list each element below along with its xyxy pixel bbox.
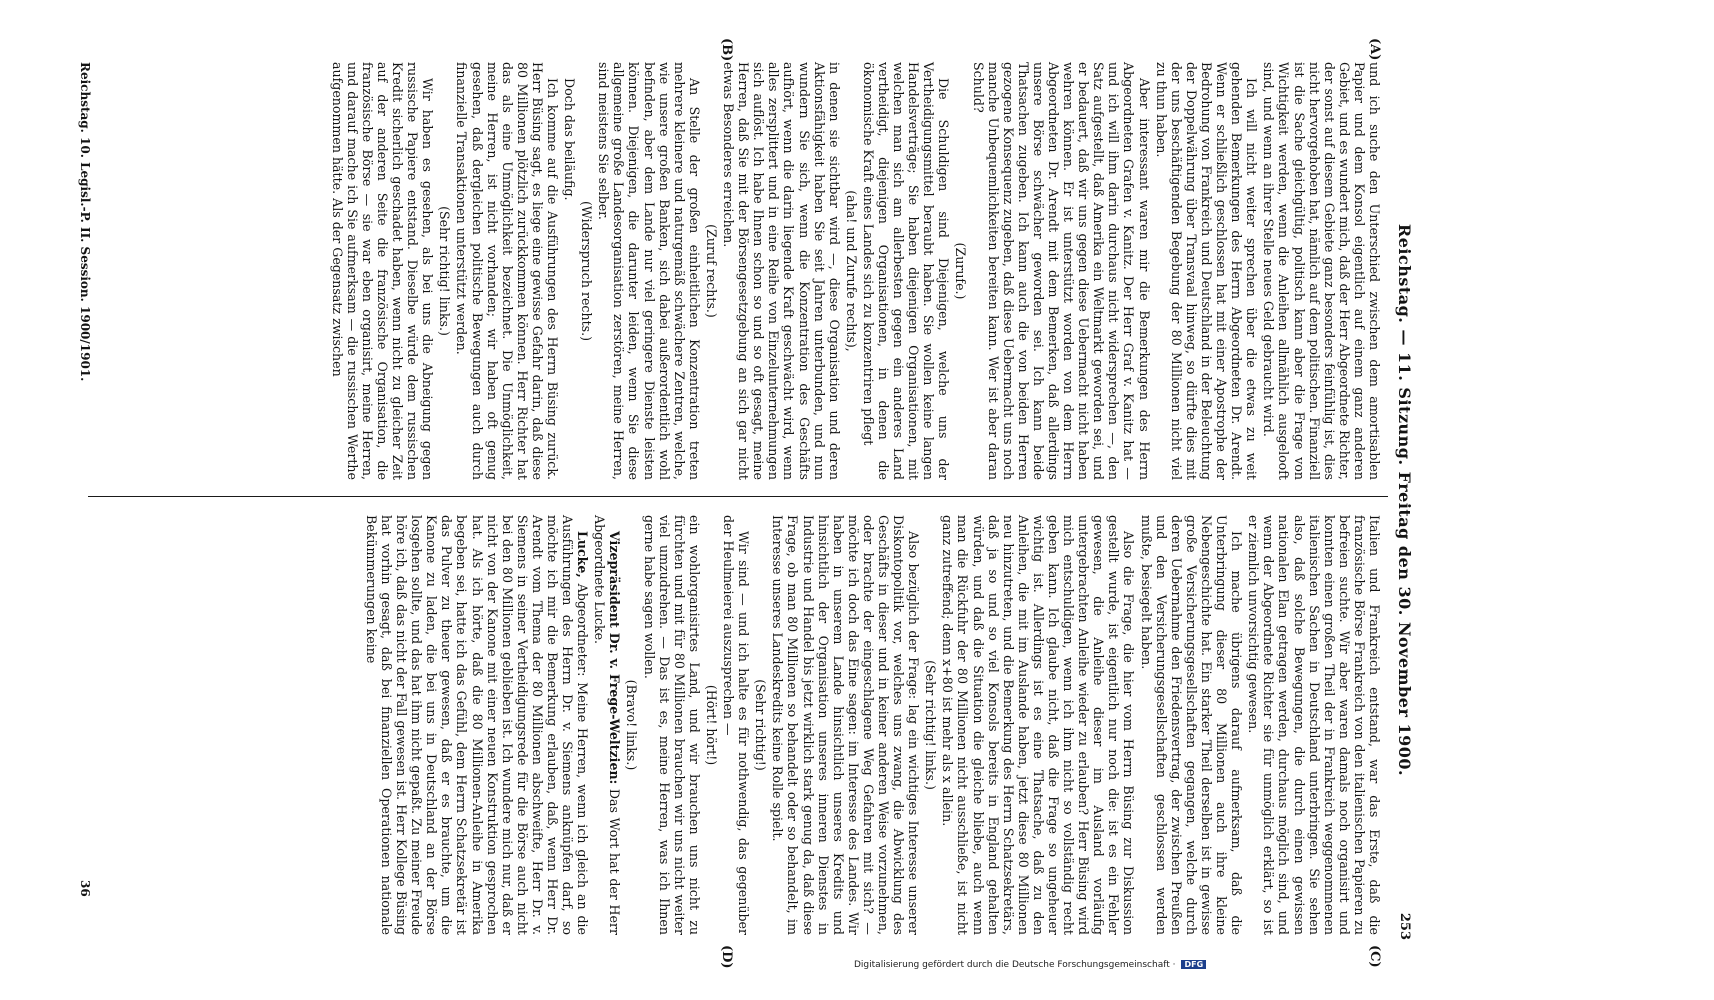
digitization-text: Digitalisierung gefördert durch die Deutsche Forschungsgemeinschaft · xyxy=(854,960,1176,970)
paragraph-text: Ich will nicht weiter sprechen über die etwas zu weit gehenden Bemerkungen des Herrn Abgeordneten Dr. Arendt. Wenn er schließlich geschlossen hat mit einer Apostrophe der Bedrohung von Frankreich und Deutschland in der Beleuchtung der Doppelwährung über Transvaal hinweg, so dürfte dies mit der uns beschäftigenden Begebung der 80 Millionen nicht viel zu thun haben. xyxy=(1153,62,1260,480)
interjection xyxy=(923,515,938,935)
paragraph-text: Ich mache übrigens darauf aufmerksam, daß die Unterbringung dieser 80 Millionen auch ihre kleine Nebengeschichte hat. Ein starker Theil derselben ist in gewisse große Versicherungsgesellschaften gegangen, welche durch deren Uebernahme den Friedensvertrag, der zwischen Preußen und den Versicherungsgesellschaften geschlossen werden mußte, besiegelt haben. xyxy=(1138,515,1245,935)
paragraph-text: (Widerspruch rechts.) xyxy=(579,200,595,342)
paragraph-text: An Stelle der großen einheitlichen Konzentration treten mehrere kleinere und naturgemäß schwächere Zentren, welche, wie unsere großen Banken, sich dabei außerordentlich wohl befinden, aber dem Lande nur viel geringere Dienste leisten können. Diejenigen, die darunter leiden, wenn Sie diese allgemeine große Landesorganisation zerstören, meine Herren, sind meistens Sie selber. xyxy=(596,62,702,480)
interjection xyxy=(753,515,768,935)
paragraph-text: und ich suche den Unterschied zwischen dem amortisablen Papier und dem Konsol eigentlich auf einem ganz anderen Gebiet, und es wundert mich, daß der Herr Abgeordnete Richter, der sonst auf diesem Gebiete ganz besonders feinfühlig ist, dies nicht hervorgehoben hat, nämlich auf dem politischen. Finanziell ist die Sache gleichgültig, politisch kann aber die Frage von Wichtigkeit werden, wenn die Anleihen allmählich ausgelooft sind, und wenn an ihrer Stelle neues Geld gebraucht wird. xyxy=(1261,62,1382,480)
paragraph-text: (Zuruf rechts.) xyxy=(703,224,719,318)
interjection xyxy=(844,62,859,480)
paragraph-text: Die Schuldigen sind Diejenigen, welche uns der Vertheidigungsmittel beraubt haben. Sie wollen keine langen Handelsverträge; Sie haben diejenigen Organisationen, mit welchen man sich am allerbesten gegen ein anderes Land vertheidigt, diejenigen Organisationen, in denen die ökonomische Kraft eines Landes sich zu konzentriren pflegt xyxy=(860,62,952,480)
paragraph xyxy=(1246,515,1382,935)
speaker-name: Lucke, xyxy=(575,531,591,578)
paragraph-text: (Sehr richtig!) xyxy=(753,679,769,771)
paragraph-text: (Bravo! links.) xyxy=(624,679,640,771)
paragraph-text: Italien und Frankreich entstand, war das Erste, daß die französische Börse Frankreich von den italienischen Papieren zu befreien suchte. Wir aber waren damals noch organisirt und konnten einen großen Theil der in Frankreich weggenommenen italienischen Sachen in Deutschland unterbringen. Sie sehen also, daß solche Bewegungen, die durch einen gewissen nationalen Elan getragen werden, durchaus möglich sind, und wenn der Abgeordnete Richter sie für unmöglich erklärt, so ist er ziemlich unvorsichtig gewesen. xyxy=(1246,515,1382,935)
interjection xyxy=(704,515,719,935)
margin-marker-a: (A) xyxy=(1367,38,1382,61)
paragraph xyxy=(1139,515,1245,935)
paragraph xyxy=(364,515,590,935)
interjection xyxy=(579,62,594,480)
running-header xyxy=(1386,60,1426,940)
paragraph-text: in denen sie sichtbar wird —, diese Organisation und deren Aktionsfähigkeit haben Sie seit Jahren unterbunden, und nun wundern Sie sich, wenn die Konzentration des Geschäfts aufhört, wenn die darin liegende Kraft geschwächt wird, wenn alles zersplittert und in eine Reihe von Einzelunternehmungen sich auflöst. Ich habe Ihnen schon so und so oft gesagt, meine Herren, daß Sie mit der Börsengesetzgebung an sich gar nicht etwas Besonderes erreichen. xyxy=(721,62,842,480)
dfg-logo: DFG xyxy=(1181,960,1206,969)
paragraph xyxy=(596,62,702,480)
paragraph-text: Abgeordneter: Meine Herren, wenn ich gleich an die Ausführungen des Herrn Dr. v. Siemens anknüpfen darf, so möchte ich mir die Bemerkung erlauben, daß, wenn Herr Dr. Arendt vom Thema der 80 Millionen abschweifte, Herr Dr. v. Siemens in seiner Vertheidigungsrede für die Börse auch nicht bei den 80 Millionen geblieben ist. Ich wundere mich nur, daß er nicht von der Kanone mit einer neuen Konstruktion gesprochen hat. Als ich hörte, daß die 80 Millionen-Anleihe in Amerika begeben sei, hatte ich das Gefühl, dem Herrn Schatzsekretär ist das Pulver zu theuer gewesen, daß er es brauchte, um die Kanone zu laden, die bei uns in Deutschland an der Börse losgehen sollte, und das hat ihm nicht gepaßt. Zu meiner Freude höre ich, daß das nicht der Fall gewesen ist. Herr Kollege Büsing hat vorhin gesagt, daß bei finanziellen Operationen nationale Bekümmerungen keine xyxy=(363,515,591,935)
paragraph-text: Wir sind — und ich halte es für nothwendig, das gegenüber der Heulmeierei auszusprechen — xyxy=(721,515,752,935)
margin-marker-c: (C) xyxy=(1367,945,1382,968)
paragraph-text: (Zurufe.) xyxy=(953,242,969,300)
paragraph-text: Ich komme auf die Ausführungen des Herrn Büsing zurück. Herr Büsing sagt, es liege eine gewisse Gefahr darin, daß diese 80 Millionen plötzlich zurückkommen können. Herr Richter hat das als eine Unmöglichkeit bezeichnet. Die Unmöglichkeit, meine Herren, ist nicht vorhanden; wir haben oft genug gesehen, daß dergleichen politische Bewegungen auch durch finanzielle Transaktionen unterstützt werden. xyxy=(454,62,561,480)
interjection xyxy=(624,515,639,935)
digitization-note xyxy=(854,960,1714,970)
paragraph xyxy=(970,62,1151,480)
paragraph-text: (Sehr richtig! links.) xyxy=(923,660,939,790)
header-title: Reichstag. — 11. Sitzung. Freitag den 30. November 1900. xyxy=(1395,223,1414,777)
paragraph-text: Wir haben es gesehen, als bei uns die Abneigung gegen russische Papiere entstand. Dieselbe würde dem russischen Kredit sicherlich geschadet haben, wenn nicht zu gleicher Zeit auf der anderen Seite die französische Organisation, die französische Börse — sie war eben organisirt, meine Herren, und darauf mache ich Sie aufmerksam — die russischen Werthe aufgenommen hätte. Als der Gegensatz zwischen xyxy=(329,62,436,480)
paragraph xyxy=(940,515,1136,935)
paragraph xyxy=(861,62,952,480)
column-divider xyxy=(88,496,1388,497)
speaker-name: Vizepräsident Dr. v. Frege-Weltzien: xyxy=(607,531,623,785)
paragraph xyxy=(721,515,751,935)
paragraph xyxy=(1154,62,1260,480)
paragraph-text: Also die Frage, die hier vom Herrn Büsing zur Diskussion gestellt wurde, ist eigentlich nur noch die: ist es ein Fehler gewesen, die Anleihe dieser im Ausland vorläufig untergebrachten Anleihe wieder zu erlauben? Herr Büsing wird mich entschuldigen, wenn ich ihm nicht so vollständig recht geben kann. Ich glaube nicht, daß die Frage so ungeheuer wichtig ist. Allerdings ist es eine Thatsache, daß zu den Anleihen, die mit im Auslande haben, jetzt diese 80 Millionen neu hinzutreten, und die Bemerkung des Herrn Schatzsekretärs, daß ja so und so viel Konsols bereits in England gehalten würden, und daß die Situation die gleiche bliebe, auch wenn man die Rückfuhr der 80 Millionen nicht ausschließe, ist nicht ganz zutreffend; denn x+80 ist mehr als x allein. xyxy=(940,515,1137,935)
paragraph xyxy=(562,62,577,480)
footer-sheet-number: 36 xyxy=(78,880,92,897)
paragraph xyxy=(642,515,702,935)
paragraph-text: Aber interessant waren mir die Bemerkungen des Herrn Abgeordneten Grafen v. Kanitz. Der Herr Graf v. Kanitz hat — und ich will ihm darin durchaus nicht widersprechen —, den Satz aufgestellt, daß Amerika ein Weltmarkt geworden sei, und er bedauert, daß wir uns gegen diese Uebermacht nicht haben wehren können. Er ist unterstützt worden von dem Herrn Abgeordneten Dr. Arendt mit dem Bemerken, daß allerdings unsere Börse schwächer geworden sei. Ich kann beide Thatsachen zugeben. Ich kann auch die von beiden Herren gezogene Konsequenz zugeben, daß diese Uebermacht uns noch manche Unbequemlichkeiten bereiten kann. Wer ist aber daran Schuld? xyxy=(970,62,1152,480)
paragraph-text: (Sehr richtig! links.) xyxy=(437,206,453,336)
paragraph xyxy=(1261,62,1382,480)
margin-marker-d: (D) xyxy=(719,945,734,969)
paragraph-text: Doch das beiläufig. xyxy=(562,78,578,201)
paragraph xyxy=(330,62,436,480)
paragraph-text: (aha! und Zurufe rechts), xyxy=(843,190,859,352)
paragraph-text: (Hört! hört!) xyxy=(703,684,719,766)
interjection xyxy=(704,62,719,480)
margin-marker-b: (B) xyxy=(719,38,734,62)
page-number: 253 xyxy=(1397,912,1412,940)
paragraph-text: ein wohlorganisirtes Land, und wir brauchen uns nicht zu fürchten und mit für 80 Millionen brauchen wir uns nicht weiter viel umzudrehen. — Das ist es, meine Herren, was ich Ihnen gerne habe sagen wollen. xyxy=(641,515,702,935)
paragraph xyxy=(454,62,560,480)
paragraph xyxy=(770,515,921,935)
paragraph xyxy=(592,515,622,935)
left-column xyxy=(329,62,1382,480)
interjection xyxy=(437,62,452,480)
paragraph xyxy=(721,62,842,480)
paragraph-text: Das Wort hat der Herr Abgeordnete Lucke. xyxy=(592,515,623,935)
right-column xyxy=(352,515,1382,935)
paragraph-text: Also bezüglich der Frage: lag ein wichtiges Interesse unserer Diskontopolitik vor, welches uns zwang, die Abwicklung des Geschäfts in dieser und in keiner anderen Weise vorzunehmen, oder brachte der eingeschlagene Weg Gefahren mit sich? — möchte ich doch das Eine sagen: im Interesse des Landes. Wir haben in unserem Lande hinsichtlich unseres Kredits und hinsichtlich der Organisation unseres inneren Dienstes in Industrie und Handel bis jetzt wirklich stark genug da, daß diese Frage, ob man 80 Millionen so behandelt oder so behandelt, im Interesse unseres Landeskredits keine Rolle spielt. xyxy=(770,515,922,935)
interjection xyxy=(953,62,968,480)
footer-signature: Reichstag. 10. Legisl.-P. II. Session. 1900/1901. xyxy=(78,62,92,382)
